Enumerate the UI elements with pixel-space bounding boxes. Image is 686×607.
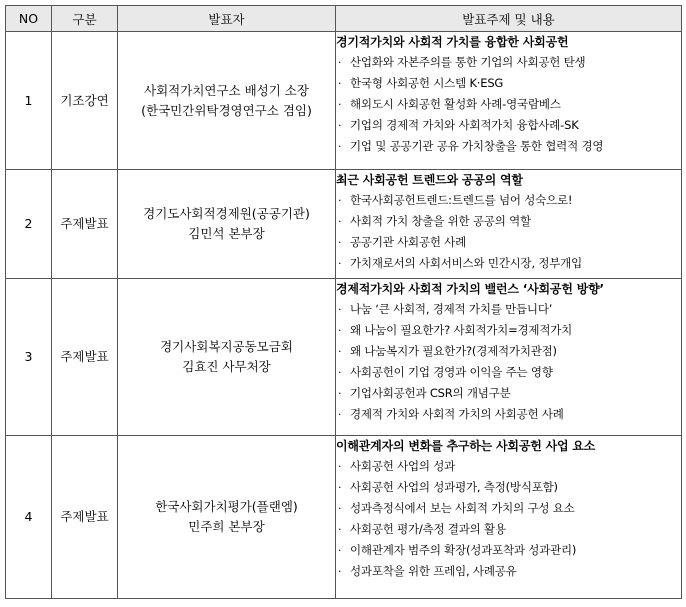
bullet-icon: · (338, 523, 342, 536)
bullet-icon: · (338, 119, 342, 132)
list-item (336, 383, 681, 404)
list-item (336, 73, 681, 94)
list-item (336, 561, 681, 582)
table-row (6, 32, 682, 170)
topic-title: 경기적가치와 사회적 가치를 융합한 사회공헌 (336, 35, 569, 49)
program-table (5, 5, 682, 599)
list-item (336, 519, 681, 540)
item-text: 사회공헌이 기업 경영과 이익을 주는 영향 (350, 365, 553, 379)
item-text: 이해관계자 범주의 확장(성과포착과 성과관리) (350, 543, 577, 557)
presenter-line: 김민석 본부장 (188, 226, 265, 241)
list-item (336, 253, 681, 274)
list-item (336, 498, 681, 519)
row-topic (336, 436, 682, 599)
list-item (336, 211, 681, 232)
list-item (336, 136, 681, 157)
list-item (336, 362, 681, 383)
bullet-icon: · (338, 56, 342, 69)
row-category: 주제발표 (52, 170, 118, 279)
header-category: 구분 (52, 6, 118, 32)
bullet-icon: · (338, 140, 342, 153)
row-presenter (118, 32, 336, 170)
item-text: 나눔 ‘큰 사회적, 경제적 가치를 만듭니다’ (350, 302, 553, 316)
bullet-icon: · (338, 544, 342, 557)
presenter-line: 사회적가치연구소 배성기 소장 (144, 82, 309, 98)
list-item (336, 115, 681, 136)
row-no: 4 (6, 436, 52, 599)
bullet-icon: · (338, 408, 342, 421)
item-text: 왜 나눔복지가 필요한가?(경제적가치관점) (350, 344, 557, 358)
topic-title: 이해관계자의 변화를 추구하는 사회공헌 사업 요소 (336, 439, 596, 453)
bullet-icon: · (338, 236, 342, 249)
item-text: 사회적 가치 창출을 위한 공공의 역할 (350, 214, 531, 228)
item-text: 기업의 경제적 가치와 사회적가치 융합사례-SK (350, 118, 579, 132)
bullet-icon: · (338, 194, 342, 207)
item-text: 기업 및 공공기관 공유 가치창출을 통한 협력적 경영 (350, 139, 604, 153)
table-row (6, 170, 682, 279)
row-topic (336, 279, 682, 436)
row-presenter (118, 170, 336, 279)
list-item (336, 299, 681, 320)
bullet-icon: · (338, 387, 342, 400)
presenter-line: 민주희 본부장 (188, 519, 265, 534)
bullet-icon: · (338, 366, 342, 379)
row-presenter (118, 279, 336, 436)
list-item (336, 341, 681, 362)
item-text: 사회공헌 사업의 성과평가, 측정(방식포함) (350, 480, 558, 494)
list-item (336, 456, 681, 477)
bullet-icon: · (338, 303, 342, 316)
bullet-icon: · (338, 345, 342, 358)
bullet-icon: · (338, 502, 342, 515)
item-text: 산업화와 자본주의를 통한 기업의 사회공헌 탄생 (350, 55, 586, 69)
list-item (336, 540, 681, 561)
table-row (6, 279, 682, 436)
row-no: 2 (6, 170, 52, 279)
list-item (336, 94, 681, 115)
list-item (336, 320, 681, 341)
bullet-icon: · (338, 77, 342, 90)
bullet-icon: · (338, 215, 342, 228)
header-no: NO (6, 6, 52, 32)
row-no: 1 (6, 32, 52, 170)
item-text: 사회공헌 사업의 성과 (350, 459, 456, 473)
item-text: 기업사회공헌과 CSR의 개념구분 (350, 386, 511, 400)
table-row (6, 436, 682, 599)
bullet-icon: · (338, 257, 342, 270)
row-topic (336, 170, 682, 279)
row-presenter (118, 436, 336, 599)
item-text: 한국형 사회공헌 시스템 K·ESG (350, 76, 504, 90)
list-item (336, 404, 681, 425)
topic-title: 최근 사회공헌 트렌드와 공공의 역할 (336, 173, 523, 187)
header-row (6, 6, 682, 32)
bullet-icon: · (338, 324, 342, 337)
item-text: 성과포착을 위한 프레임, 사례공유 (350, 564, 517, 578)
header-topic: 발표주제 및 내용 (336, 6, 682, 32)
item-text: 공공기관 사회공헌 사례 (350, 235, 466, 249)
row-topic (336, 32, 682, 170)
item-text: 한국사회공헌트렌드:트렌드를 넘어 성숙으로! (350, 193, 573, 207)
item-text: 성과측정식에서 보는 사회적 가치의 구성 요소 (350, 501, 575, 515)
item-text: 경제적 가치와 사회적 가치의 사회공헌 사례 (350, 407, 564, 421)
presenter-line: 김효진 사무처장 (182, 359, 271, 374)
presenter-line: 경기사회복지공동모금회 (160, 339, 293, 354)
row-category: 기조강연 (52, 32, 118, 170)
item-text: 해외도시 사회공헌 활성화 사례-영국람베스 (350, 97, 561, 111)
presenter-line: (한국민간위탁경영연구소 겸임) (141, 102, 312, 118)
list-item (336, 52, 681, 73)
list-item (336, 232, 681, 253)
row-no: 3 (6, 279, 52, 436)
list-item (336, 190, 681, 211)
row-category: 주제발표 (52, 279, 118, 436)
bullet-icon: · (338, 565, 342, 578)
bullet-icon: · (338, 460, 342, 473)
presenter-line: 경기도사회적경제원(공공기관) (143, 206, 310, 221)
item-text: 왜 나눔이 필요한가? 사회적가치=경제적가치 (350, 323, 573, 337)
row-category: 주제발표 (52, 436, 118, 599)
list-item (336, 477, 681, 498)
topic-title: 경제적가치와 사회적 가치의 밸런스 ‘사회공헌 방향’ (336, 282, 604, 296)
header-presenter: 발표자 (118, 6, 336, 32)
presenter-line: 한국사회가치평가(플랜엠) (155, 499, 298, 514)
bullet-icon: · (338, 98, 342, 111)
item-text: 사회공헌 평가/측정 결과의 활용 (350, 522, 506, 536)
bullet-icon: · (338, 481, 342, 494)
item-text: 가치재로서의 사회서비스와 민간시장, 정부개입 (350, 256, 582, 270)
